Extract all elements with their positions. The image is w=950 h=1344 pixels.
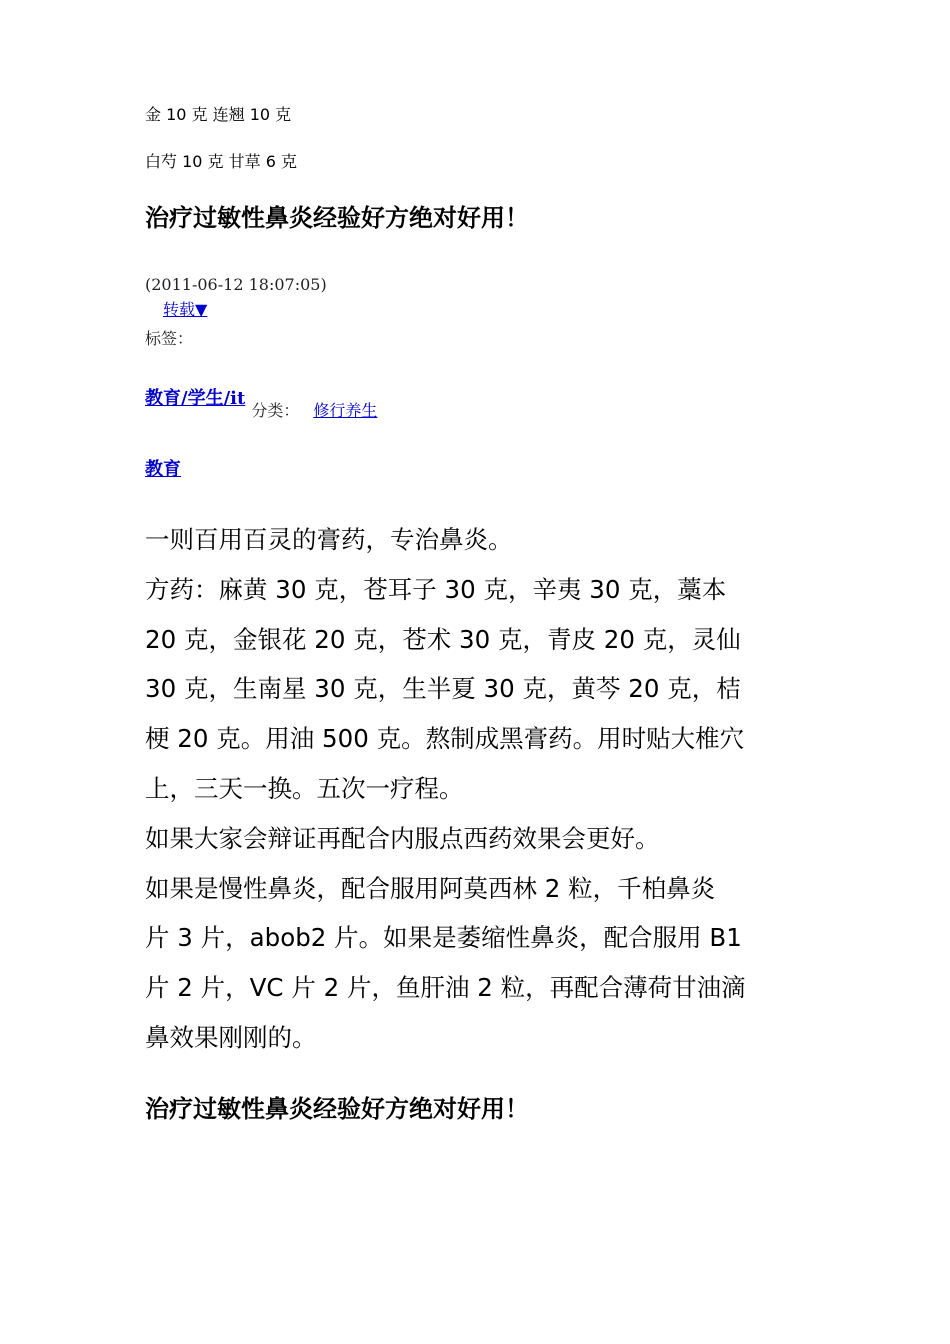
article-title: 治疗过敏性鼻炎经验好方绝对好用！ xyxy=(145,204,529,232)
body-line: 如果大家会辩证再配合内服点西药效果会更好。 xyxy=(145,823,660,853)
ingredient-line-1: 金 10 克 连翘 10 克 xyxy=(145,105,292,124)
body-line: 方药：麻黄 30 克，苍耳子 30 克，辛夷 30 克，藁本 xyxy=(145,574,727,604)
body-line: 20 克，金银花 20 克，苍术 30 克，青皮 20 克，灵仙 xyxy=(145,624,741,654)
category-link[interactable]: 修行养生 xyxy=(313,401,378,420)
category-label: 分类： xyxy=(251,401,300,420)
ingredient-line-2: 白芍 10 克 甘草 6 克 xyxy=(145,152,297,171)
body-line: 鼻效果刚刚的。 xyxy=(145,1022,317,1052)
body-line: 梗 20 克。用油 500 克。熬制成黑膏药。用时贴大椎穴 xyxy=(145,724,745,754)
post-timestamp: (2011-06-12 18:07:05) xyxy=(145,275,327,294)
body-line: 如果是慢性鼻炎，配合服用阿莫西林 2 粒，千柏鼻炎 xyxy=(145,873,716,903)
tag-category-row xyxy=(145,384,378,420)
repeated-article-title: 治疗过敏性鼻炎经验好方绝对好用！ xyxy=(145,1095,529,1123)
body-line: 一则百用百灵的膏药，专治鼻炎。 xyxy=(145,525,513,554)
body-line: 30 克，生南星 30 克，生半夏 30 克，黄芩 20 克，桔 xyxy=(145,674,741,704)
body-line: 片 3 片，abob2 片。如果是萎缩性鼻炎，配合服用 B1 xyxy=(145,923,742,953)
tags-label: 标签： xyxy=(145,329,194,348)
repost-link[interactable]: 转载▼ xyxy=(163,300,208,319)
article-body xyxy=(145,515,815,1063)
repost-row xyxy=(145,300,207,320)
body-line: 片 2 片，VC 片 2 片，鱼肝油 2 粒，再配合薄荷甘油滴 xyxy=(145,973,746,1003)
body-line: 上，三天一换。五次一疗程。 xyxy=(145,773,464,803)
tag-link-primary[interactable]: 教育/学生/it xyxy=(145,388,246,409)
tag-link-secondary[interactable]: 教育 xyxy=(145,459,181,480)
